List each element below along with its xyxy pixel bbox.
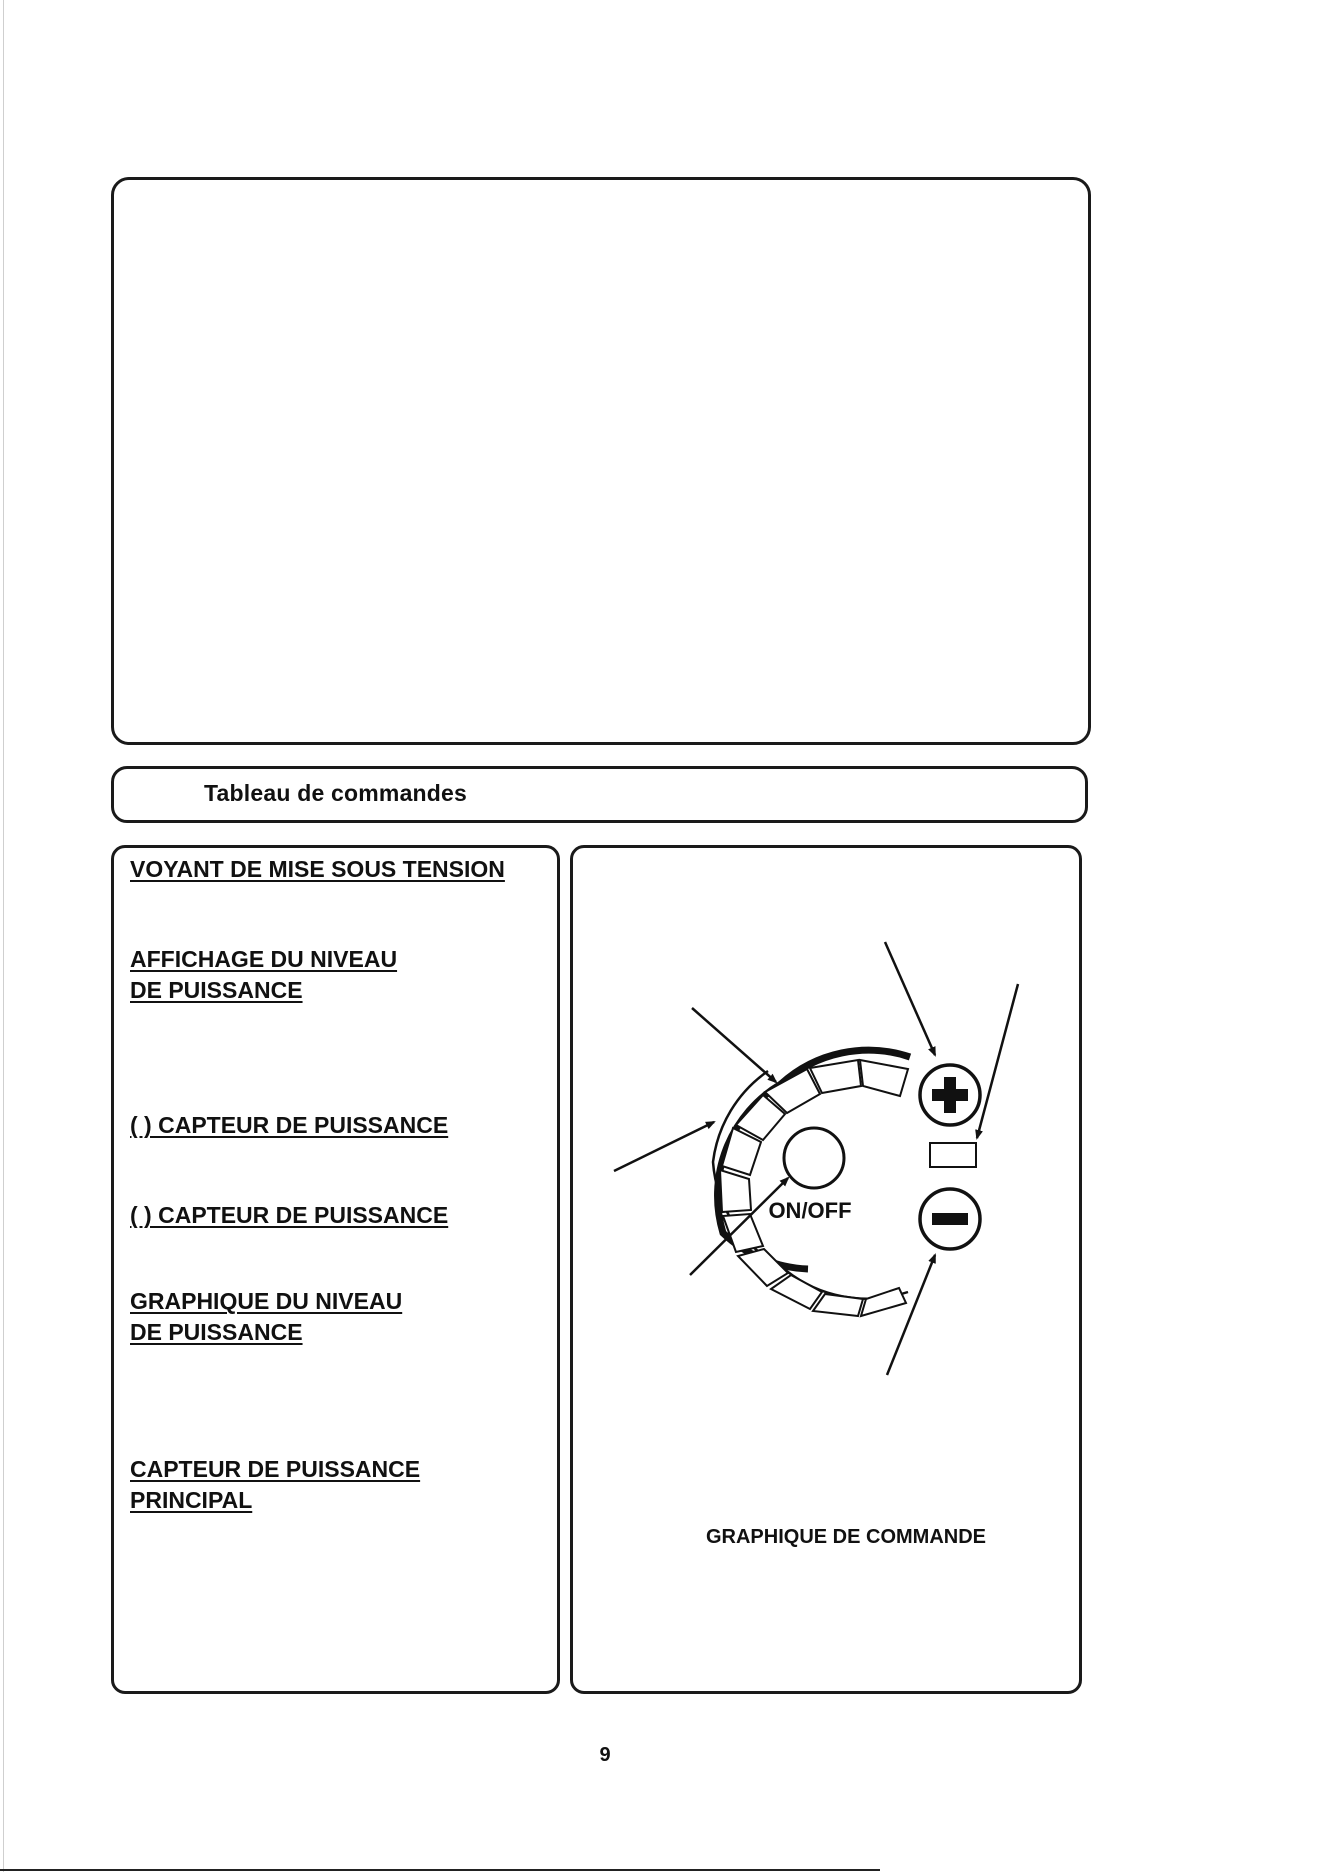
segment-6: [720, 1170, 751, 1212]
label-power-light: VOYANT DE MISE SOUS TENSION: [130, 856, 505, 882]
control-diagram-panel: [570, 845, 1082, 1694]
segment-11: [861, 1288, 906, 1316]
arrow-minus-sensor: [887, 1255, 935, 1375]
arrow-plus-sensor: [885, 942, 935, 1055]
label-level-graphic: GRAPHIQUE DU NIVEAU DE PUISSANCE: [130, 1288, 403, 1345]
page-edge-rule: [3, 0, 4, 1872]
segment-7: [723, 1214, 763, 1252]
minus-button[interactable]: [920, 1189, 980, 1249]
segment-10: [813, 1294, 863, 1316]
section-title: Tableau de commandes: [204, 780, 468, 806]
power-indicator-light: [930, 1143, 976, 1167]
control-panel-diagram: [573, 848, 1079, 1691]
page-number: 9: [599, 1744, 611, 1766]
segment-9: [771, 1275, 822, 1309]
minus-icon: [932, 1213, 968, 1225]
plus-icon-vertical: [944, 1077, 956, 1113]
labels-panel: [111, 845, 560, 1694]
arrow-power-light: [977, 984, 1018, 1138]
segment-1: [860, 1060, 908, 1096]
main-power-button[interactable]: [784, 1128, 844, 1188]
label-main-sensor: CAPTEUR DE PUISSANCE PRINCIPAL: [130, 1456, 421, 1513]
label-plus-sensor: ( ) CAPTEUR DE PUISSANCE: [130, 1112, 449, 1138]
arrow-level-display: [692, 1008, 776, 1082]
segment-8: [738, 1249, 788, 1286]
diagram-caption: GRAPHIQUE DE COMMANDE: [705, 1526, 986, 1548]
label-level-display: AFFICHAGE DU NIVEAU DE PUISSANCE: [130, 946, 398, 1003]
bottom-edge-rule: [0, 1869, 880, 1871]
on-off-label: ON/OFF: [768, 1198, 852, 1223]
label-minus-sensor: ( ) CAPTEUR DE PUISSANCE: [130, 1202, 449, 1228]
section-title-bar: [111, 766, 1088, 823]
image-placeholder-frame: [111, 177, 1091, 745]
plus-button[interactable]: [920, 1065, 980, 1125]
arrow-level-graphic: [614, 1122, 714, 1171]
